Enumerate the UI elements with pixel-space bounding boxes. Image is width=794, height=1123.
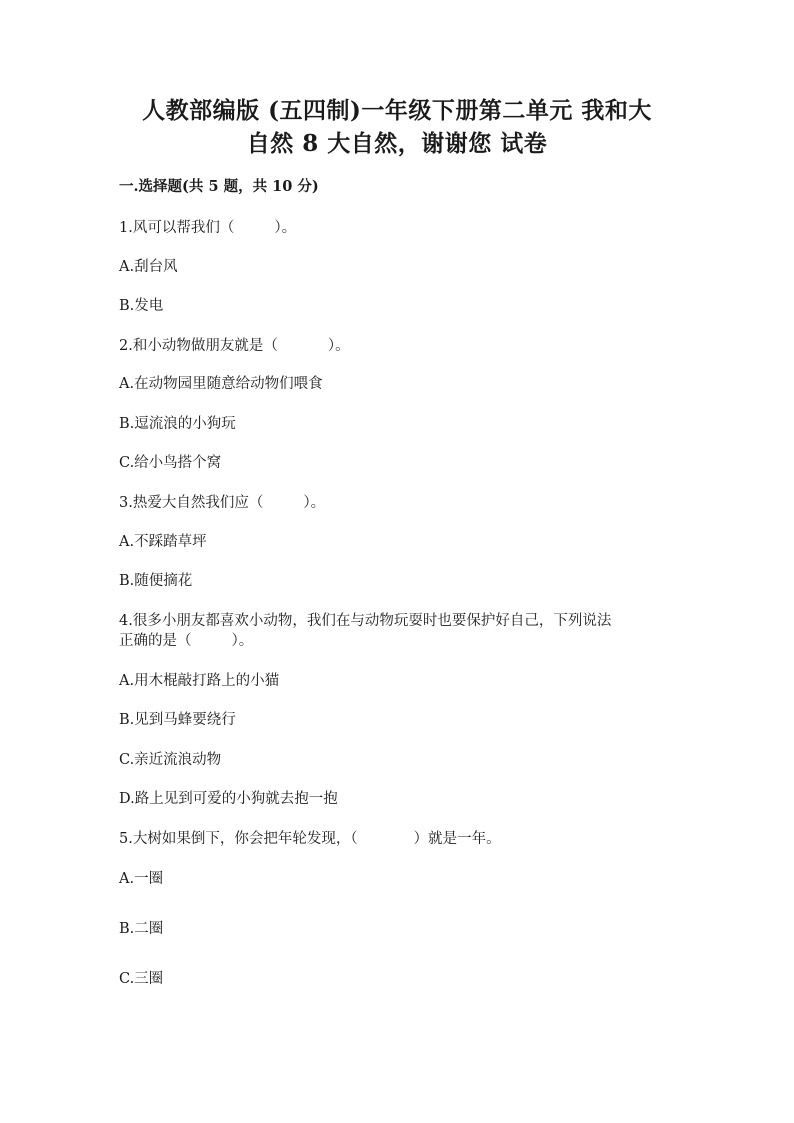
question-2 xyxy=(119,336,350,356)
title-line-2: 自然 8 大自然，谢谢您 试卷 xyxy=(246,130,548,157)
option-2-a[interactable]: A.在动物园里随意给动物们喂食 xyxy=(119,376,323,392)
option-4-d[interactable]: D.路上见到可爱的小狗就去抱一抱 xyxy=(119,791,338,807)
option-5-b[interactable]: B.二圈 xyxy=(119,921,164,937)
option-5-a[interactable]: A.一圈 xyxy=(119,871,164,887)
option-3-b[interactable]: B.随便摘花 xyxy=(119,573,193,589)
question-4-line-2 xyxy=(119,631,253,651)
option-4-a[interactable]: A.用木棍敲打路上的小猫 xyxy=(119,673,280,689)
question-stem: 热爱大自然我们应（ xyxy=(132,495,264,511)
option-2-b[interactable]: B.逗流浪的小狗玩 xyxy=(119,416,236,432)
question-number: 1. xyxy=(119,220,133,236)
question-5 xyxy=(119,829,501,849)
question-stem: 正确的是（ xyxy=(119,633,192,649)
question-stem-end: ）。 xyxy=(231,633,254,649)
option-3-a[interactable]: A.不踩踏草坪 xyxy=(119,534,207,550)
question-number: 2. xyxy=(119,338,133,354)
question-stem-end: ）就是一年。 xyxy=(413,831,501,847)
question-number: 4. xyxy=(119,613,133,629)
question-stem-end: ）。 xyxy=(303,495,326,511)
option-1-b[interactable]: B.发电 xyxy=(119,298,164,314)
question-4 xyxy=(119,611,611,631)
question-stem: 大树如果倒下，你会把年轮发现，（ xyxy=(132,831,358,847)
option-4-c[interactable]: C.亲近流浪动物 xyxy=(119,752,222,768)
question-stem: 和小动物做朋友就是（ xyxy=(132,338,278,354)
question-number: 3. xyxy=(119,495,133,511)
question-1 xyxy=(119,218,296,238)
title-line-1: 人教部编版 (五四制)一年级下册第二单元 我和大 xyxy=(142,97,652,124)
question-number: 5. xyxy=(119,831,133,847)
question-stem-end: ）。 xyxy=(327,338,350,354)
question-stem-end: ）。 xyxy=(274,220,297,236)
question-stem: 风可以帮我们（ xyxy=(132,220,235,236)
option-5-c[interactable]: C.三圈 xyxy=(119,971,164,987)
question-stem-line-1: 很多小朋友都喜欢小动物，我们在与动物玩耍时也要保护好自己，下列说法 xyxy=(132,613,612,629)
option-2-c[interactable]: C.给小鸟搭个窝 xyxy=(119,455,222,471)
option-4-b[interactable]: B.见到马蜂要绕行 xyxy=(119,712,236,728)
page-title xyxy=(120,94,674,160)
option-1-a[interactable]: A.刮台风 xyxy=(119,259,178,275)
question-3 xyxy=(119,493,325,513)
section-heading: 一.选择题(共 5 题，共 10 分) xyxy=(119,178,319,195)
